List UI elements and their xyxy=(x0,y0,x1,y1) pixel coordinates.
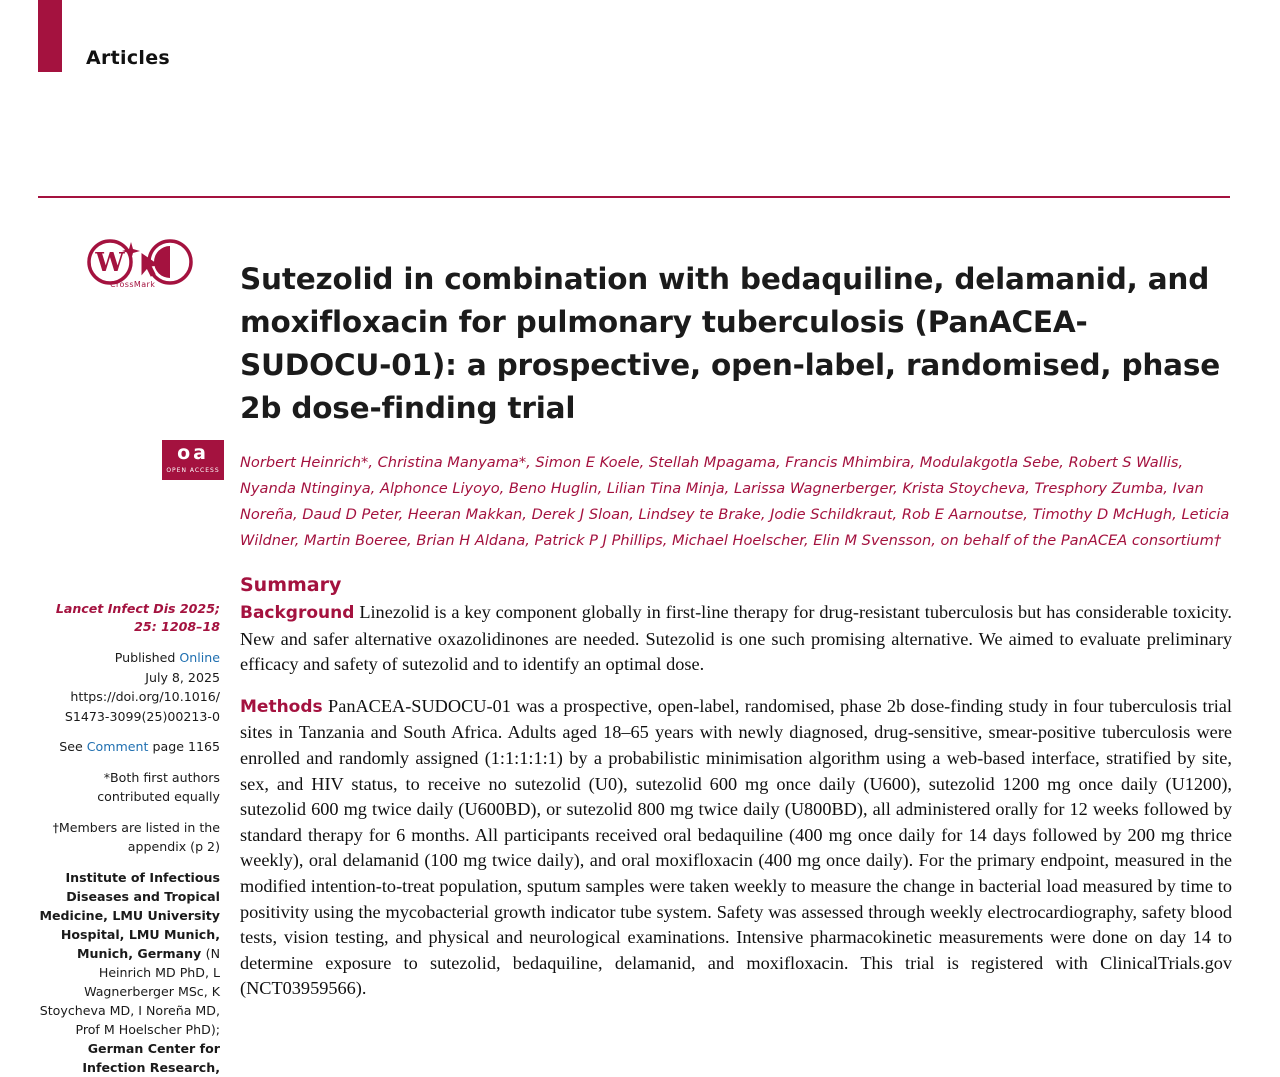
affiliation-institute-2: German Center for Infection Research, xyxy=(82,1040,220,1075)
abstract-methods-paragraph xyxy=(240,694,1232,1002)
journal-reference-line1: Lancet Infect Dis 2025; xyxy=(55,601,220,616)
open-access-badge xyxy=(162,440,224,480)
publication-info xyxy=(36,648,220,726)
affiliation-institute: Institute of Infectious Diseases and Tropical Medicine, LMU University Hospital, LMU Munich, Munich, Germany xyxy=(39,869,220,961)
sidebar-metadata xyxy=(36,600,220,1077)
comment-link[interactable]: Comment xyxy=(86,739,149,754)
page-title: Sutezolid in combination with bedaquiline, delamanid, and moxifloxacin for pulmonary tuberculosis (PanACEA-SUDOCU-01): a prospective, open-label, randomised, phase 2b dose-finding trial xyxy=(240,261,1221,425)
abstract-background-text: Linezolid is a key component globally in first-line therapy for drug-resistant tuberculosis but has considerable toxicity. New and safer alternative oxazolidinones are needed. Sutezolid is one such promising alternative. We aimed to evaluate preliminary efficacy and safety of sutezolid and to identify an optimal dose. xyxy=(240,602,1232,675)
doi-line1[interactable]: https://doi.org/10.1016/ xyxy=(70,689,220,704)
see-comment-prefix: See xyxy=(59,739,83,754)
page-corner-marker xyxy=(38,0,62,72)
published-label: Published xyxy=(114,650,176,665)
crossmark-icon xyxy=(86,232,234,294)
doi-line2[interactable]: S1473-3099(25)00213-0 xyxy=(64,708,220,724)
journal-reference-line2: 25: 1208–18 xyxy=(134,619,220,634)
affiliation-authors: (N Heinrich MD PhD, L Wagnerberger MSc, K Stoycheva MD, I Noreña MD, Prof M Hoelscher PhD); xyxy=(39,945,220,1037)
crossmark-logo[interactable] xyxy=(86,232,234,294)
published-online-link[interactable]: Online xyxy=(179,650,220,665)
abstract-methods-label: Methods xyxy=(240,696,323,717)
see-comment-line xyxy=(36,737,220,757)
published-date: July 8, 2025 xyxy=(145,669,220,685)
header-divider xyxy=(38,196,1230,198)
svg-text:W: W xyxy=(95,248,125,278)
author-list: Norbert Heinrich*, Christina Manyama*, Simon E Koele, Stellah Mpagama, Francis Mhimbira, Modulakgotla Sebe, Robert S Wallis, Nyanda Ntinginya, Alphonce Liyoyo, Beno Huglin, Lilian Tina Minja, Larissa Wagnerberger, Krista Stoycheva, Tresphory Zumba, Ivan Noreña, Daud D Peter, Heeran Makkan, Derek J Sloan, Lindsey te Brake, Jodie Schildkraut, Rob E Aarnoutse, Timothy D McHugh, Leticia Wildner, Martin Boeree, Brian H Aldana, Patrick P J Phillips, Michael Hoelscher, Elin M Svensson, on behalf of the PanACEA consortium† xyxy=(240,454,1230,549)
journal-reference xyxy=(36,600,220,636)
abstract xyxy=(240,600,1232,1018)
abstract-background-label: Background xyxy=(240,603,355,623)
section-label: Articles xyxy=(86,47,171,69)
published-line xyxy=(36,648,220,668)
summary-heading: Summary xyxy=(240,574,342,596)
affiliation-block xyxy=(36,868,220,1077)
crossmark-label: CrossMark xyxy=(110,280,156,289)
footnote-equal-contribution: *Both first authors contributed equally xyxy=(97,769,220,804)
abstract-background-paragraph xyxy=(240,600,1232,678)
open-access-sub-label: OPEN ACCESS xyxy=(166,467,220,474)
open-access-main-label: oa xyxy=(177,442,209,464)
abstract-methods-text: PanACEA-SUDOCU-01 was a prospective, open-label, randomised, phase 2b dose-finding study in four tuberculosis trial sites in Tanzania and South Africa. Adults aged 18–65 years with newly diagnosed, drug-sensitive, smear-positive tuberculosis were enrolled and randomly assigned (1:1:1:1:1) by a probabilistic minimisation algorithm using a web-based interface, stratified by site, sex, and HIV status, to receive no sutezolid (U0), sutezolid 600 mg once daily (U600), sutezolid 1200 mg once daily (U1200), sutezolid 600 mg twice daily (U600BD), or sutezolid 800 mg twice daily (U800BD), all administered orally for 12 weeks followed by standard therapy for 6 months. All participants received oral bedaquiline (400 mg once daily for 14 days followed by 200 mg thrice weekly), oral delamanid (100 mg twice daily), and oral moxifloxacin (400 mg once daily). For the primary endpoint, measured in the modified intention-to-treat population, sputum samples were taken weekly to measure the change in bacterial load measured by time to positivity using the mycobacterial growth indicator tube system. Safety was assessed through weekly electrocardiography, safety blood tests, vision testing, and physical and neurological examinations. Intensive pharmacokinetic measurements were done on day 14 to determine exposure to sutezolid, bedaquiline, delamanid, and moxifloxacin. This trial is registered with ClinicalTrials.gov (NCT03959566). xyxy=(240,695,1232,999)
footnote-consortium-members: †Members are listed in the appendix (p 2) xyxy=(52,819,220,854)
see-comment-suffix: page 1165 xyxy=(152,739,220,754)
